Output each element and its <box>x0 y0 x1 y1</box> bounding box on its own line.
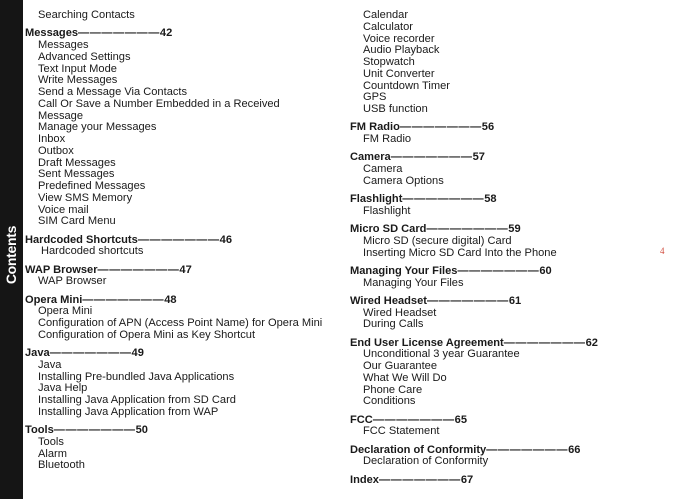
toc-item-list <box>25 437 325 472</box>
toc-item: Flashlight <box>363 204 411 217</box>
toc-section <box>25 28 325 228</box>
toc-item: View SMS Memory <box>38 191 133 204</box>
toc-item: GPS <box>363 91 387 104</box>
toc-section-title: Flashlight <box>350 193 403 205</box>
toc-page-number: 56 <box>481 121 495 134</box>
toc-section <box>350 152 650 187</box>
toc-item: Tools <box>38 435 64 448</box>
toc-page-number: 61 <box>508 294 522 307</box>
toc-item: Manage your Messages <box>38 121 157 134</box>
toc-section-title: Messages <box>25 27 79 40</box>
toc-item: Camera Options <box>363 174 444 187</box>
toc-section-title: Managing Your Files <box>350 264 458 277</box>
toc-section-title: Declaration of Conformity <box>350 443 487 456</box>
toc-section <box>25 425 325 472</box>
toc-item: Calendar <box>363 9 409 21</box>
toc-section-title: FM Radio <box>350 121 400 134</box>
toc-leader-dashes: ——————— <box>137 233 220 246</box>
toc-item: Micro SD (secure digital) Card <box>363 234 512 247</box>
toc-section-title: Opera Mini <box>25 293 83 306</box>
toc-item: FM Radio <box>363 133 412 145</box>
toc-item: Managing Your Files <box>363 276 464 289</box>
toc-section <box>350 338 650 409</box>
toc-item: Bluetooth <box>38 459 85 472</box>
toc-item: Write Messages <box>38 74 118 87</box>
toc-section <box>350 415 650 439</box>
toc-item: Java Help <box>38 382 88 395</box>
toc-page-number: 65 <box>454 413 468 426</box>
toc-item: Countdown Timer <box>363 79 450 92</box>
toc-right-column <box>350 10 650 493</box>
toc-item: Inbox <box>38 133 66 145</box>
toc-item-list <box>25 10 325 22</box>
toc-item: Alarm <box>38 447 67 460</box>
toc-section-title: Index <box>350 473 379 486</box>
toc-item: Opera Mini <box>38 305 93 318</box>
toc-leader-dashes: ——————— <box>97 263 180 276</box>
toc-page-number: 66 <box>568 443 581 456</box>
toc-section <box>350 475 650 487</box>
toc-item: Installing Java Application from WAP <box>38 405 219 418</box>
toc-leader-dashes: ——————— <box>78 27 160 40</box>
toc-page-number: 57 <box>472 151 485 164</box>
toc-item-list <box>25 40 325 228</box>
toc-item: Unit Converter <box>363 67 435 80</box>
toc-section-title: Micro SD Card <box>350 223 427 235</box>
toc-item: Declaration of Conformity <box>363 455 489 468</box>
toc-item: USB function <box>363 103 428 115</box>
toc-item: Draft Messages <box>38 156 116 169</box>
toc-leader-dashes: ——————— <box>53 424 136 436</box>
toc-section-title: Java <box>25 347 50 359</box>
toc-item: Messages <box>38 39 89 51</box>
toc-section <box>350 445 650 469</box>
page-number: 4 <box>660 246 665 256</box>
toc-section-heading <box>350 475 650 487</box>
toc-page-number: 67 <box>460 473 474 486</box>
toc-section <box>350 122 650 146</box>
toc-item: WAP Browser <box>38 275 107 288</box>
toc-item-list <box>350 456 650 468</box>
toc-item: Advanced Settings <box>38 50 131 63</box>
toc-item-list <box>350 236 650 260</box>
toc-section <box>350 266 650 290</box>
toc-item-list <box>25 306 325 341</box>
toc-section-title: Wired Headset <box>350 294 427 307</box>
toc-item-list <box>350 206 650 218</box>
toc-item: Stopwatch <box>363 56 415 68</box>
toc-item-list <box>350 349 650 408</box>
toc-section-title: Hardcoded Shortcuts <box>25 233 138 246</box>
toc-item: Unconditional 3 year Guarantee <box>363 348 520 361</box>
toc-leader-dashes: ——————— <box>378 473 461 486</box>
toc-item: Audio Playback <box>363 44 440 57</box>
toc-page-number: 46 <box>219 233 233 246</box>
toc-item-list <box>350 164 650 188</box>
toc-item: Hardcoded shortcuts <box>41 245 144 258</box>
toc-item: SIM Card Menu <box>38 215 116 228</box>
toc-page-number: 62 <box>585 336 598 349</box>
sidebar-label: Contents <box>3 225 19 285</box>
toc-section <box>25 235 325 259</box>
toc-section-title: WAP Browser <box>25 263 98 276</box>
toc-item: FCC Statement <box>363 425 440 438</box>
toc-leader-dashes: ——————— <box>49 347 132 359</box>
toc-leader-dashes: ——————— <box>82 293 165 306</box>
toc-item: Calculator <box>363 20 413 33</box>
toc-section <box>25 265 325 289</box>
toc-item: Our Guarantee <box>363 360 437 372</box>
toc-page-number: 60 <box>539 264 552 277</box>
toc-section-heading <box>350 266 650 278</box>
toc-item: Wired Headset <box>363 306 437 319</box>
toc-section-title: Tools <box>25 424 54 436</box>
toc-item: During Calls <box>363 318 424 331</box>
toc-section <box>350 224 650 259</box>
toc-item-list <box>25 276 325 288</box>
toc-item-list <box>350 426 650 438</box>
toc-item-list <box>350 308 650 332</box>
toc-item: Installing Pre-bundled Java Applications <box>38 370 235 383</box>
toc-item: Call Or Save a Number Embedded in a Received Message <box>38 97 280 122</box>
toc-item: Installing Java Application from SD Card <box>38 394 236 406</box>
toc-item: Predefined Messages <box>38 180 146 192</box>
toc-page-number: 59 <box>508 223 521 235</box>
toc-leader-dashes: ——————— <box>486 443 569 456</box>
toc-section-title: FCC <box>350 413 373 426</box>
toc-section-heading <box>350 194 650 206</box>
toc-section-title: Camera <box>350 151 391 164</box>
toc-item: Sent Messages <box>38 168 115 181</box>
toc-leader-dashes: ——————— <box>503 336 586 349</box>
toc-item: Text Input Mode <box>38 62 117 75</box>
toc-leader-dashes: ——————— <box>457 264 540 277</box>
toc-section-heading <box>350 224 650 236</box>
toc-item: Voice mail <box>38 203 89 216</box>
toc-page-number: 58 <box>484 193 497 205</box>
toc-item: Searching Contacts <box>38 9 135 21</box>
toc-page-number: 42 <box>159 27 173 40</box>
toc-left-column <box>25 10 325 479</box>
toc-page-number: 49 <box>131 347 144 359</box>
toc-item: Java <box>38 358 62 371</box>
toc-item: What We Will Do <box>363 371 447 384</box>
toc-item: Voice recorder <box>363 32 435 45</box>
toc-page-number: 47 <box>179 263 192 276</box>
toc-item: Camera <box>363 163 403 175</box>
toc-item: Configuration of Opera Mini as Key Shortcut <box>38 328 256 341</box>
toc-leader-dashes: ——————— <box>399 121 482 134</box>
toc-section <box>350 296 650 331</box>
toc-section <box>350 194 650 218</box>
toc-item-list <box>350 278 650 290</box>
toc-item: Configuration of APN (Access Point Name) for Opera Mini <box>38 317 323 329</box>
toc-leader-dashes: ——————— <box>426 223 509 235</box>
toc-item-list <box>350 134 650 146</box>
toc-item: Conditions <box>363 395 416 408</box>
toc-section-title: End User License Agreement <box>350 336 504 349</box>
toc-item: Inserting Micro SD Card Into the Phone <box>363 246 557 259</box>
toc-item: Outbox <box>38 144 74 157</box>
toc-leader-dashes: ——————— <box>390 151 473 164</box>
toc-item-list <box>350 10 650 116</box>
toc-leader-dashes: ——————— <box>372 413 455 426</box>
contents-sidebar <box>0 0 23 499</box>
toc-section-heading <box>25 425 325 437</box>
toc-page-number: 50 <box>135 424 148 436</box>
toc-section <box>25 295 325 342</box>
toc-item: Send a Message Via Contacts <box>38 86 188 98</box>
toc-section <box>25 348 325 419</box>
toc-item: Phone Care <box>363 383 423 396</box>
toc-leader-dashes: ——————— <box>402 193 485 205</box>
toc-page-number: 48 <box>164 293 177 306</box>
toc-item-list <box>25 360 325 419</box>
toc-section-heading <box>350 296 650 308</box>
toc-section-heading <box>25 348 325 360</box>
toc-item-list <box>25 246 325 258</box>
toc-leader-dashes: ——————— <box>426 294 509 307</box>
